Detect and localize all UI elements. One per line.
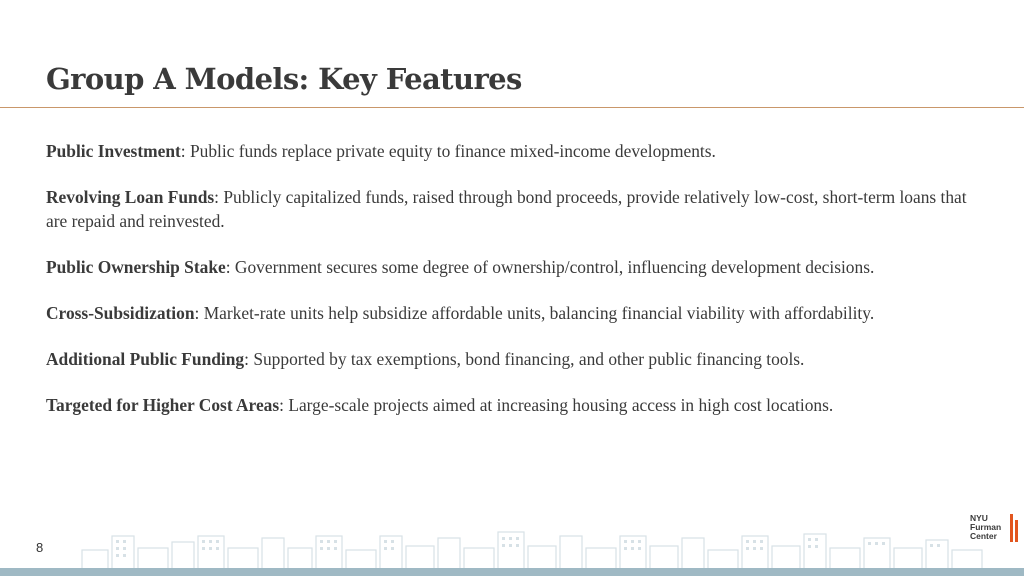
feature-term: Additional Public Funding [46, 349, 245, 369]
logo-line-center: Center [970, 531, 997, 541]
feature-text: : Government secures some degree of ownership/control, influencing development decisions. [225, 257, 875, 277]
feature-term: Revolving Loan Funds [46, 187, 215, 207]
logo-line-furman: Furman [970, 522, 1002, 532]
footer-band [0, 568, 1024, 576]
title-divider [0, 107, 1024, 108]
feature-term: Public Investment [46, 141, 181, 161]
feature-public-investment [46, 139, 986, 163]
feature-text: : Market-rate units help subsidize affordable units, balancing financial viability with affordability. [194, 303, 875, 323]
feature-text: : Supported by tax exemptions, bond financing, and other public financing tools. [244, 349, 805, 369]
logo-mark-icon [1008, 514, 1022, 542]
logo-line-nyu: NYU [970, 513, 988, 523]
slide-number: 8 [36, 540, 44, 555]
feature-term: Cross-Subsidization [46, 303, 195, 323]
feature-term: Targeted for Higher Cost Areas [46, 395, 280, 415]
feature-public-ownership-stake [46, 255, 986, 279]
slide-title: Group A Models: Key Features [46, 62, 522, 96]
feature-text: : Publicly capitalized funds, raised through bond proceeds, provide relatively low-cost, short-term loans that are repaid and reinvested. [46, 187, 967, 231]
feature-targeted-higher-cost-areas [46, 393, 986, 417]
feature-text: : Large-scale projects aimed at increasing housing access in high cost locations. [279, 395, 834, 415]
feature-list [46, 139, 986, 439]
feature-additional-public-funding [46, 347, 986, 371]
feature-cross-subsidization [46, 301, 986, 325]
feature-revolving-loan-funds [46, 185, 986, 233]
feature-text: : Public funds replace private equity to finance mixed-income developments. [180, 141, 716, 161]
feature-term: Public Ownership Stake [46, 257, 226, 277]
